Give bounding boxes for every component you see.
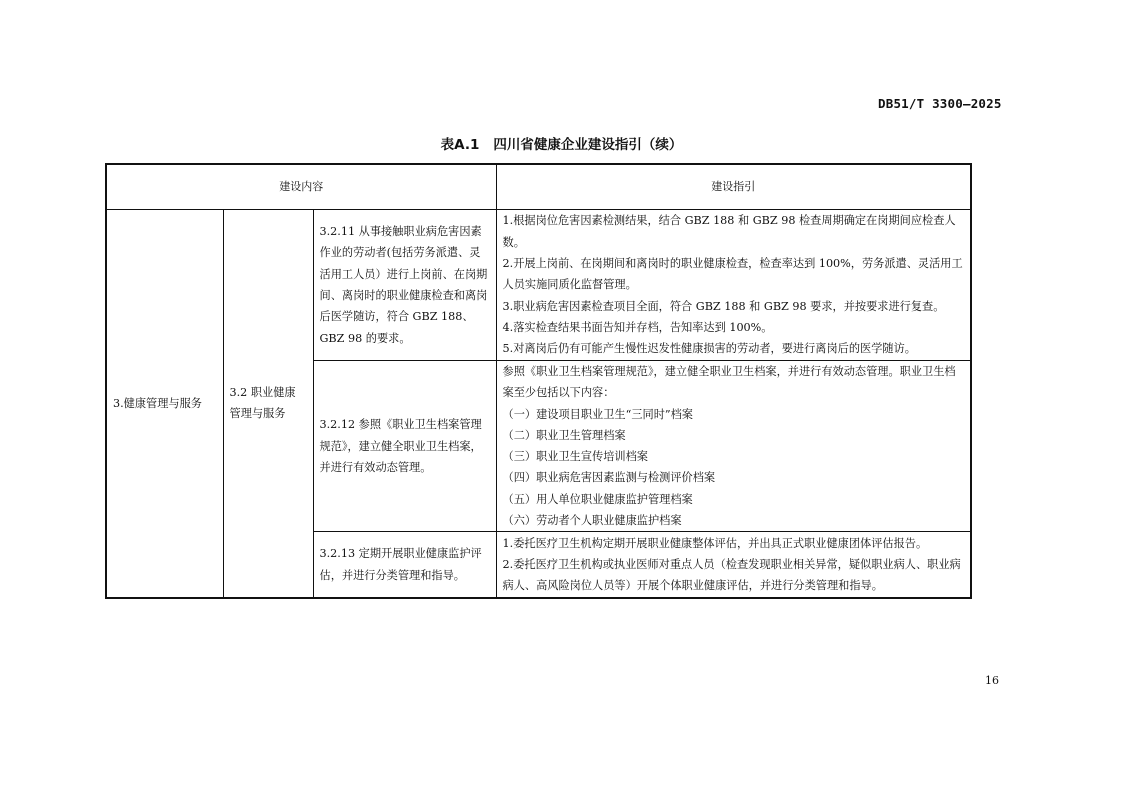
guide-line: 参照《职业卫生档案管理规范》，建立健全职业卫生档案，并进行有效动态管理。职业卫生档案至少包括以下内容：: [502, 365, 956, 400]
table-row: [106, 210, 971, 361]
guide-line: （五）用人单位职业健康监护管理档案: [502, 492, 693, 506]
document-code: DB51/T 3300—2025: [878, 96, 1002, 111]
guide-line: （一）建设项目职业卫生“三同时”档案: [502, 407, 693, 421]
guide-line: （四）职业病危害因素监测与检测评价档案: [502, 471, 716, 485]
guide-line: （六）劳动者个人职业健康监护档案: [502, 514, 682, 528]
table-number: 表A.1: [440, 137, 480, 153]
table-title: [0, 133, 1123, 153]
header-guide: 建设指引: [496, 164, 971, 210]
page-number: 16: [985, 674, 999, 687]
guide-line: 1.根据岗位危害因素检测结果，结合 GBZ 188 和 GBZ 98 检查周期确定在岗期间应检查人数。: [502, 214, 956, 249]
header-content: 建设内容: [106, 164, 496, 210]
table-header-row: [106, 164, 971, 210]
guide-line: 4.落实检查结果书面告知并存档，告知率达到 100%。: [502, 320, 773, 334]
guide-line: 1.委托医疗卫生机构定期开展职业健康整体评估，并出具正式职业健康团体评估报告。: [502, 536, 928, 550]
guideline-table: [105, 163, 972, 599]
guide-3-2-11: [496, 210, 971, 361]
guide-line: 2.开展上岗前、在岗期间和离岗时的职业健康检查，检查率达到 100%，劳务派遣、灵活用工人员实施同质化监督管理。: [502, 257, 963, 292]
item-3-2-12: 3.2.12 参照《职业卫生档案管理规范》，建立健全职业卫生档案，并进行有效动态管理。: [313, 361, 496, 532]
guide-line: 5.对离岗后仍有可能产生慢性迟发性健康损害的劳动者，要进行离岗后的医学随访。: [502, 342, 916, 356]
table-caption: 四川省健康企业建设指引（续）: [493, 137, 683, 153]
category-level1: 3.健康管理与服务: [106, 210, 223, 598]
guide-line: （三）职业卫生宣传培训档案: [502, 450, 648, 464]
guide-3-2-13: [496, 532, 971, 598]
guide-line: 2.委托医疗卫生机构或执业医师对重点人员（检查发现职业相关异常，疑似职业病人、职业病病人、高风险岗位人员等）开展个体职业健康评估，并进行分类管理和指导。: [502, 557, 961, 593]
guide-line: 3.职业病危害因素检查项目全面，符合 GBZ 188 和 GBZ 98 要求，并按要求进行复查。: [502, 299, 945, 313]
category-level2: 3.2 职业健康管理与服务: [223, 210, 313, 598]
guide-line: （二）职业卫生管理档案: [502, 428, 626, 442]
guide-3-2-12: [496, 361, 971, 532]
item-3-2-11: 3.2.11 从事接触职业病危害因素作业的劳动者(包括劳务派遣、灵活用工人员）进行上岗前、在岗期间、离岗时的职业健康检查和离岗后医学随访，符合 GBZ 188、GBZ 98 的要求。: [313, 210, 496, 361]
item-3-2-13: 3.2.13 定期开展职业健康监护评估，并进行分类管理和指导。: [313, 532, 496, 598]
